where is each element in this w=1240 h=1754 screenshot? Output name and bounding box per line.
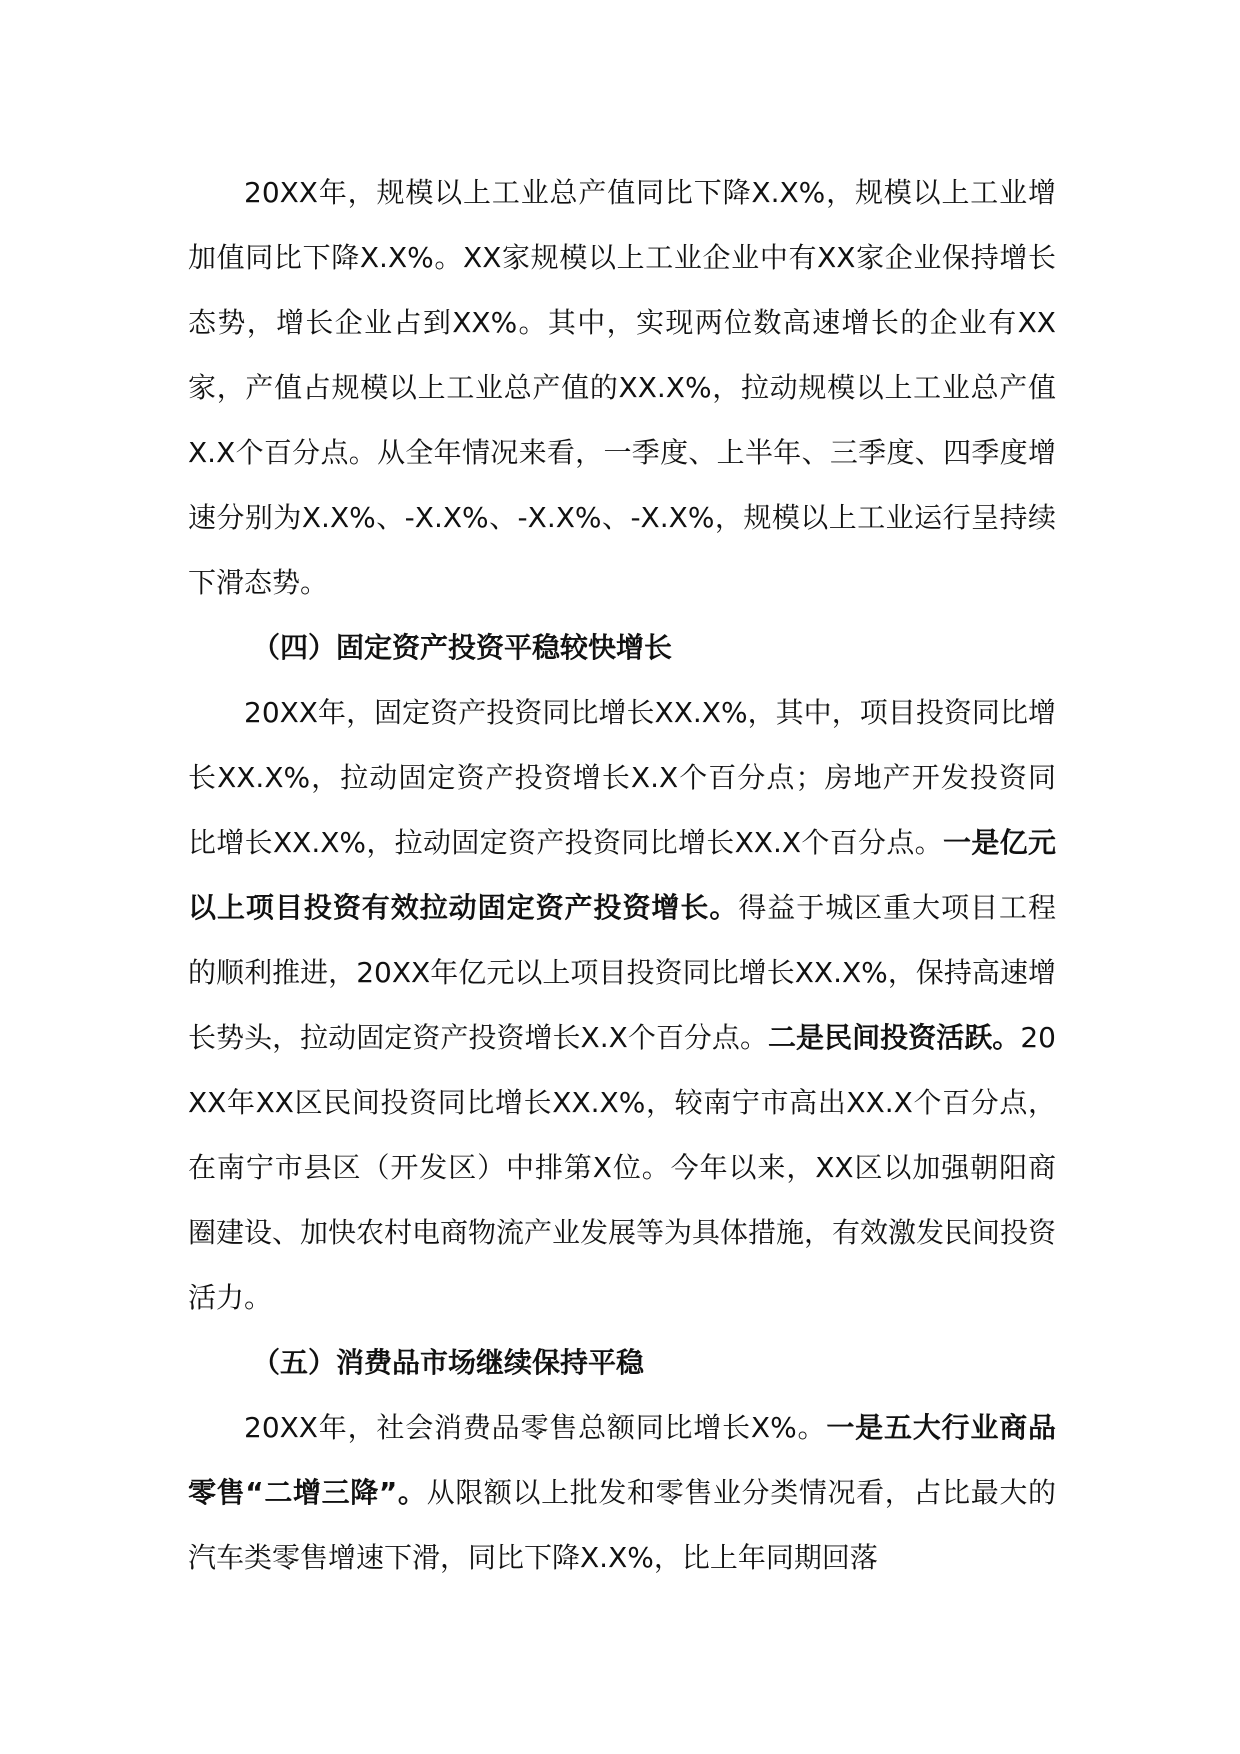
paragraph-investment [188,680,1056,1330]
investment-text-2: 得益于城区重大项目工程的顺利推进，20XX年亿元以上项目投资同比增长XX.X%，保持高速增长势头，拉动固定资产投资增长X.X个百分点。 [188,891,1056,1054]
investment-text-1: 20XX年，固定资产投资同比增长XX.X%，其中，项目投资同比增长XX.X%，拉动固定资产投资增长X.X个百分点；房地产开发投资同比增长XX.X%，拉动固定资产投资同比增长XX.X个百分点。 [188,696,1056,859]
investment-text-3: 20XX年XX区民间投资同比增长XX.X%，较南宁市高出XX.X个百分点，在南宁市县区（开发区）中排第X位。今年以来，XX区以加强朝阳商圈建设、加快农村电商物流产业发展等为具体措施，有效激发民间投资活力。 [188,1021,1057,1314]
investment-highlight-2: 二是民间投资活跃。 [768,1021,1021,1054]
paragraph-consumption [188,1395,1056,1590]
consumption-text-1: 20XX年，社会消费品零售总额同比增长X%。 [244,1411,827,1444]
investment-highlight-1: 一是亿元以上项目投资有效拉动固定资产投资增长。 [188,826,1056,924]
section-heading-4: （四）固定资产投资平稳较快增长 [252,631,673,664]
paragraph-industry: 20XX年，规模以上工业总产值同比下降X.X%，规模以上工业增加值同比下降X.X%。XX家规模以上工业企业中有XX家企业保持增长态势，增长企业占到XX%。其中，实现两位数高速增长的企业有XX家，产值占规模以上工业总产值的XX.X%，拉动规模以上工业总产值X.X个百分点。从全年情况来看，一季度、上半年、三季度、四季度增速分别为X.X%、-X.X%、-X.X%、-X.X%，规模以上工业运行呈持续下滑态势。 [188,176,1056,599]
section-heading-5: （五）消费品市场继续保持平稳 [252,1346,645,1379]
consumption-highlight-1: 一是五大行业商品零售“二增三降”。 [188,1411,1056,1509]
consumption-text-2: 从限额以上批发和零售业分类情况看，占比最大的汽车类零售增速下滑，同比下降X.X%，比上年同期回落 [188,1476,1056,1574]
document-body [188,160,1056,1590]
